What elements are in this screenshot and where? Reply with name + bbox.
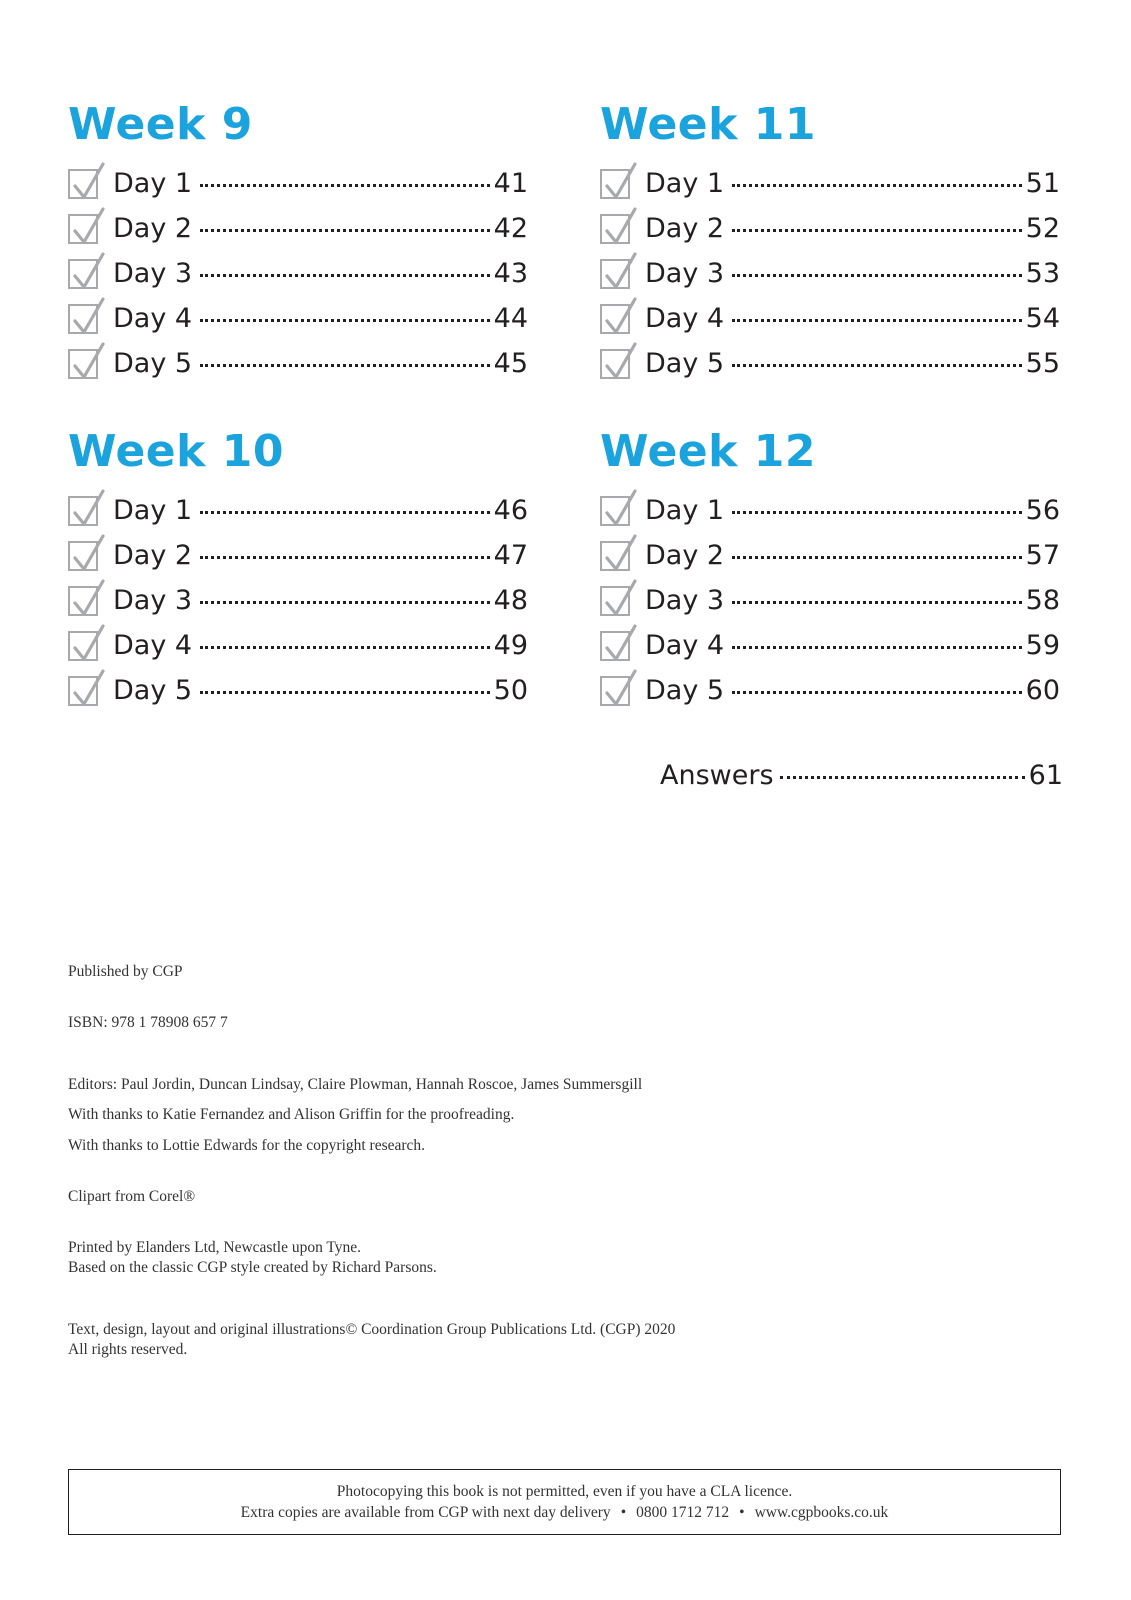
page-number: 48	[493, 585, 528, 616]
page-number: 60	[1025, 675, 1060, 706]
day-label: Day 1	[113, 495, 193, 526]
day-entry	[600, 533, 1060, 578]
day-link[interactable]	[645, 213, 1060, 244]
printed-by: Printed by Elanders Ltd, Newcastle upon Tyne.	[68, 1239, 362, 1256]
page-number: 58	[1025, 585, 1060, 616]
day-link[interactable]	[113, 495, 528, 526]
checkmark-checkbox-icon[interactable]	[68, 541, 98, 571]
page-number: 54	[1025, 303, 1060, 334]
page-number: 46	[493, 495, 528, 526]
checkmark-checkbox-icon[interactable]	[68, 496, 98, 526]
leader-dots	[732, 646, 1022, 649]
checkmark-checkbox-icon[interactable]	[600, 676, 630, 706]
leader-dots	[200, 601, 490, 604]
day-entry	[68, 161, 528, 206]
day-entry	[68, 668, 528, 713]
day-label: Day 4	[113, 303, 193, 334]
answers-page-number: 61	[1028, 760, 1063, 791]
day-link[interactable]	[645, 540, 1060, 571]
day-link[interactable]	[645, 675, 1060, 706]
notice-delivery: Extra copies are available from CGP with next day delivery	[240, 1504, 611, 1521]
leader-dots	[732, 691, 1022, 694]
leader-dots	[732, 274, 1022, 277]
day-link[interactable]	[113, 348, 528, 379]
day-entry	[68, 296, 528, 341]
copyright: Text, design, layout and original illustrations© Coordination Group Publications Ltd. (CGP) 2020	[68, 1321, 676, 1338]
day-link[interactable]	[113, 258, 528, 289]
checkmark-checkbox-icon[interactable]	[600, 349, 630, 379]
page-number: 43	[493, 258, 528, 289]
week-11-section	[600, 99, 1060, 386]
week-10-section	[68, 426, 528, 713]
day-entry	[600, 251, 1060, 296]
day-link[interactable]	[113, 540, 528, 571]
checkmark-checkbox-icon[interactable]	[68, 214, 98, 244]
day-entry	[68, 533, 528, 578]
day-entry	[68, 488, 528, 533]
day-label: Day 2	[645, 213, 725, 244]
day-link[interactable]	[645, 303, 1060, 334]
checkmark-checkbox-icon[interactable]	[68, 631, 98, 661]
week-title: Week 11	[600, 99, 816, 150]
leader-dots	[732, 511, 1022, 514]
page-number: 52	[1025, 213, 1060, 244]
checkmark-checkbox-icon[interactable]	[600, 631, 630, 661]
day-label: Day 4	[645, 303, 725, 334]
day-entry	[68, 578, 528, 623]
day-entry	[600, 623, 1060, 668]
thanks-copyright: With thanks to Lottie Edwards for the copyright research.	[68, 1137, 426, 1154]
checkmark-checkbox-icon[interactable]	[600, 169, 630, 199]
day-label: Day 2	[113, 213, 193, 244]
day-label: Day 5	[645, 675, 725, 706]
leader-dots	[780, 776, 1025, 779]
leader-dots	[200, 274, 490, 277]
checkmark-checkbox-icon[interactable]	[68, 676, 98, 706]
page-number: 50	[493, 675, 528, 706]
day-link[interactable]	[113, 213, 528, 244]
day-entry	[600, 296, 1060, 341]
day-link[interactable]	[113, 585, 528, 616]
checkmark-checkbox-icon[interactable]	[600, 541, 630, 571]
bullet-separator: •	[739, 1504, 745, 1521]
checkmark-checkbox-icon[interactable]	[68, 169, 98, 199]
week-title: Week 10	[68, 426, 284, 477]
checkmark-checkbox-icon[interactable]	[600, 214, 630, 244]
day-link[interactable]	[645, 348, 1060, 379]
rights-reserved: All rights reserved.	[68, 1341, 188, 1358]
bullet-separator: •	[620, 1504, 627, 1521]
answers-label: Answers	[660, 760, 774, 791]
week-title: Week 9	[68, 99, 253, 150]
day-entry	[68, 341, 528, 386]
day-entry	[68, 206, 528, 251]
page-number: 44	[493, 303, 528, 334]
leader-dots	[200, 229, 490, 232]
checkmark-checkbox-icon[interactable]	[600, 304, 630, 334]
leader-dots	[732, 364, 1022, 367]
day-entry	[68, 251, 528, 296]
day-label: Day 4	[645, 630, 725, 661]
day-label: Day 5	[113, 348, 193, 379]
leader-dots	[200, 364, 490, 367]
day-link[interactable]	[113, 630, 528, 661]
notice-phone: 0800 1712 712	[636, 1504, 730, 1521]
day-link[interactable]	[645, 168, 1060, 199]
week-9-section	[68, 99, 528, 386]
based-on: Based on the classic CGP style created by Richard Parsons.	[68, 1259, 437, 1276]
page-number: 53	[1025, 258, 1060, 289]
leader-dots	[732, 319, 1022, 322]
notice-website[interactable]: www.cgpbooks.co.uk	[754, 1504, 889, 1521]
day-entry	[600, 488, 1060, 533]
day-entry	[600, 668, 1060, 713]
day-link[interactable]	[645, 495, 1060, 526]
leader-dots	[200, 646, 490, 649]
isbn: ISBN: 978 1 78908 657 7	[68, 1014, 228, 1031]
day-entry	[600, 341, 1060, 386]
clipart-credit: Clipart from Corel®	[68, 1188, 196, 1205]
notice-line-1: Photocopying this book is not permitted, even if you have a CLA licence.	[336, 1483, 793, 1500]
checkmark-checkbox-icon[interactable]	[68, 349, 98, 379]
day-link[interactable]	[645, 630, 1060, 661]
answers-entry[interactable]	[660, 760, 1063, 800]
page-number: 49	[493, 630, 528, 661]
page-number: 56	[1025, 495, 1060, 526]
day-link[interactable]	[113, 303, 528, 334]
page-number: 42	[493, 213, 528, 244]
leader-dots	[732, 556, 1022, 559]
day-label: Day 2	[645, 540, 725, 571]
checkmark-checkbox-icon[interactable]	[600, 586, 630, 616]
leader-dots	[732, 601, 1022, 604]
editors: Editors: Paul Jordin, Duncan Lindsay, Claire Plowman, Hannah Roscoe, James Summersgill	[68, 1076, 643, 1093]
day-entry	[600, 161, 1060, 206]
checkmark-checkbox-icon[interactable]	[68, 304, 98, 334]
day-label: Day 1	[113, 168, 193, 199]
day-label: Day 4	[113, 630, 193, 661]
page-number: 51	[1025, 168, 1060, 199]
page-number: 47	[493, 540, 528, 571]
leader-dots	[200, 556, 490, 559]
thanks-proofreading: With thanks to Katie Fernandez and Alison Griffin for the proofreading.	[68, 1106, 515, 1123]
page-number: 45	[493, 348, 528, 379]
day-label: Day 5	[113, 675, 193, 706]
day-label: Day 3	[113, 585, 193, 616]
day-label: Day 3	[645, 585, 725, 616]
page-number: 59	[1025, 630, 1060, 661]
leader-dots	[200, 184, 490, 187]
checkmark-checkbox-icon[interactable]	[600, 259, 630, 289]
week-12-section	[600, 426, 1060, 713]
day-label: Day 1	[645, 168, 725, 199]
day-label: Day 1	[645, 495, 725, 526]
leader-dots	[732, 229, 1022, 232]
day-link[interactable]	[645, 585, 1060, 616]
day-link[interactable]	[113, 168, 528, 199]
day-label: Day 3	[645, 258, 725, 289]
day-label: Day 5	[645, 348, 725, 379]
day-entry	[600, 578, 1060, 623]
day-label: Day 3	[113, 258, 193, 289]
checkmark-checkbox-icon[interactable]	[600, 496, 630, 526]
page-number: 57	[1025, 540, 1060, 571]
notice-line-2	[69, 1502, 1060, 1523]
checkmark-checkbox-icon[interactable]	[68, 586, 98, 616]
checkmark-checkbox-icon[interactable]	[68, 259, 98, 289]
day-link[interactable]	[645, 258, 1060, 289]
day-label: Day 2	[113, 540, 193, 571]
published-by: Published by CGP	[68, 963, 183, 980]
photocopy-notice	[68, 1469, 1061, 1535]
leader-dots	[200, 319, 490, 322]
page-number: 55	[1025, 348, 1060, 379]
week-title: Week 12	[600, 426, 816, 477]
day-entry	[600, 206, 1060, 251]
day-entry	[68, 623, 528, 668]
page-number: 41	[493, 168, 528, 199]
day-link[interactable]	[113, 675, 528, 706]
leader-dots	[200, 691, 490, 694]
leader-dots	[732, 184, 1022, 187]
leader-dots	[200, 511, 490, 514]
